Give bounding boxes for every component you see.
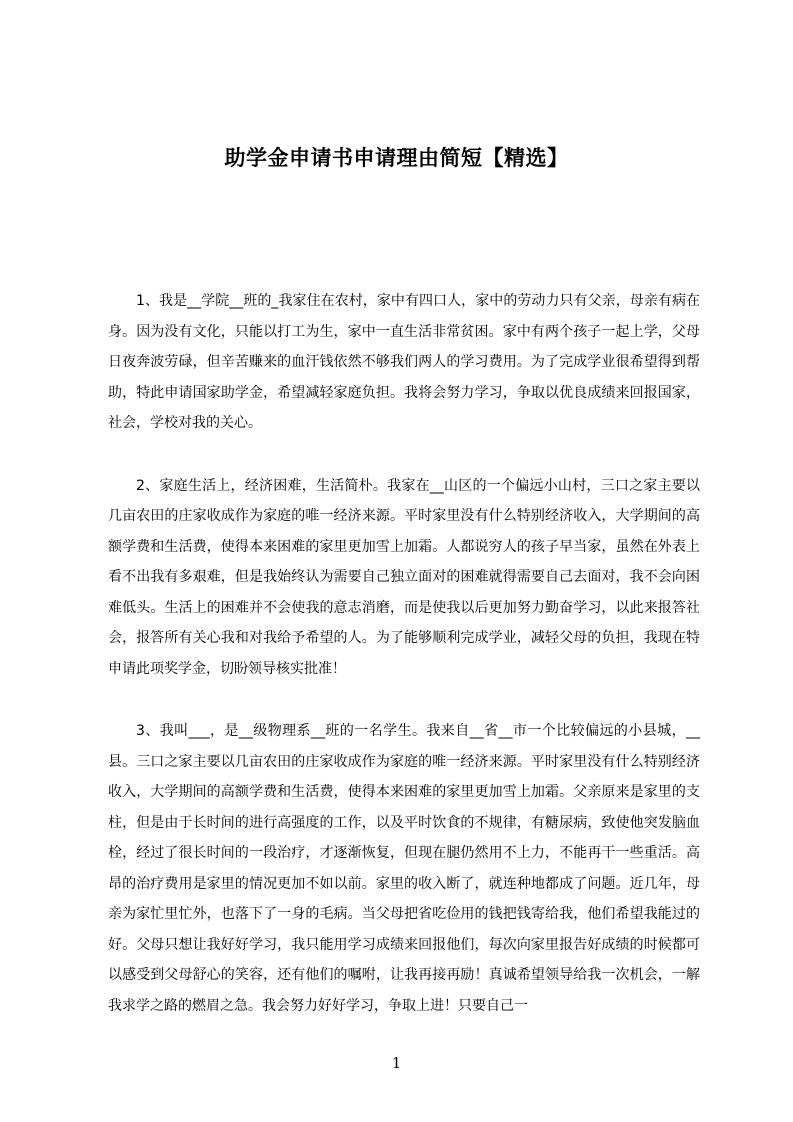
document-body bbox=[108, 286, 700, 1053]
page-number: 1 bbox=[391, 1054, 402, 1072]
paragraph-3: 3、我叫___，是__级物理系__班的一名学生。我来自__省__市一个比较偏远的小县城，__县。三口之家主要以几亩农田的庄家收成作为家庭的唯一经济来源。平时家里没有什么特别经济收入，大学期间的高额学费和生活费，使得本来困难的家里更加雪上加霜。父亲原来是家里的支柱，但是由于长时间的进行高强度的工作，以及平时饮食的不规律，有糖尿病，致使他突发脑血栓，经过了很长时间的一段治疗，才逐渐恢复，但现在腿仍然用不上力，不能再干一些重活。高昂的治疗费用是家里的情况更加不如以前。家里的收入断了，就连种地都成了问题。近几年，母亲为家忙里忙外，也落下了一身的毛病。当父母把省吃俭用的钱把钱寄给我，他们希望我能过的好。父母只想让我好好学习，我只能用学习成绩来回报他们，每次向家里报告好成绩的时候都可以感受到父母舒心的笑容，还有他们的嘱咐，让我再接再励！真诚希望领导给我一次机会，一解我求学之路的燃眉之急。我会努力好好学习，争取上进！只要自己一 bbox=[108, 723, 700, 1014]
page-title: 助学金申请书申请理由简短【精选】 bbox=[224, 146, 569, 170]
paragraph-1: 1、我是__学院__班的_我家住在农村，家中有四口人，家中的劳动力只有父亲，母亲有病在身。因为没有文化，只能以打工为生，家中一直生活非常贫困。家中有两个孩子一起上学，父母日夜奔波劳碌，但辛苦赚来的血汗钱依然不够我们两人的学习费用。为了完成学业很希望得到帮助，特此申请国家助学金，希望减轻家庭负担。我将会努力学习，争取以优良成绩来回报国家，社会，学校对我的关心。 bbox=[108, 293, 700, 431]
paragraph-2: 2、家庭生活上，经济困难，生活简朴。我家在__山区的一个偏远小山村，三口之家主要以几亩农田的庄家收成作为家庭的唯一经济来源。平时家里没有什么特别经济收入，大学期间的高额学费和生活费，使得本来困难的家里更加雪上加霜。人都说穷人的孩子早当家，虽然在外表上看不出我有多艰难，但是我始终认为需要自己独立面对的困难就得需要自己去面对，我不会向困难低头。生活上的困难并不会使我的意志消磨，而是使我以后更加努力勤奋学习，以此来报答社会，报答所有关心我和对我给予希望的人。为了能够顺利完成学业，减轻父母的负担，我现在特申请此项奖学金，切盼领导核实批准！ bbox=[108, 477, 700, 677]
